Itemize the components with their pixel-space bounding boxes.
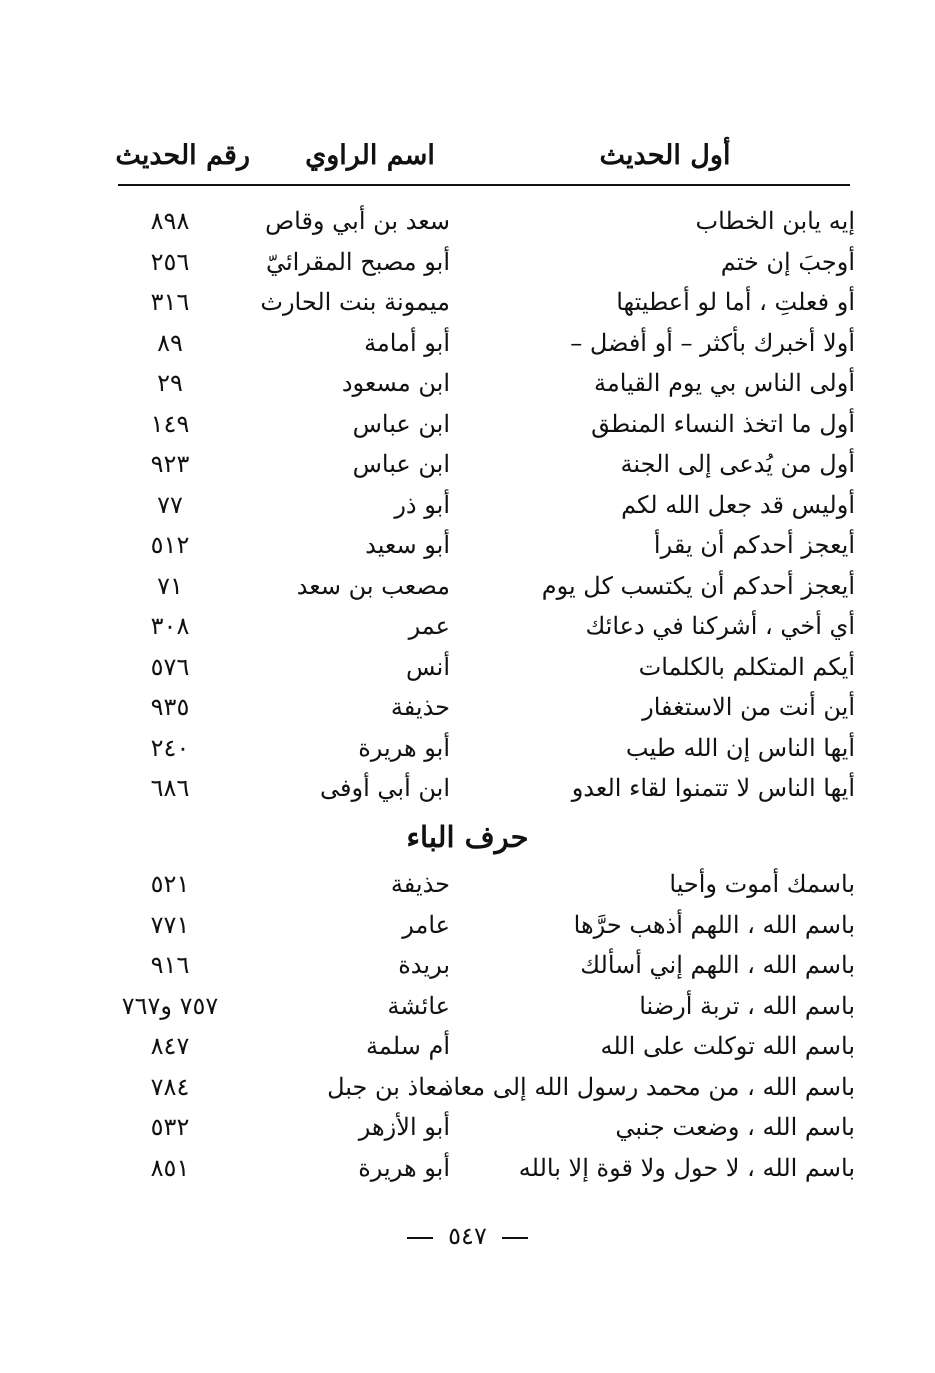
hadith-start: باسمك أموت وأحيا	[669, 870, 855, 898]
narrator: حذيفة	[390, 693, 450, 721]
hadith-number: ٥٧٦	[150, 652, 190, 681]
hadith-start: أيها الناس لا تتمنوا لقاء العدو	[571, 774, 855, 802]
table-row	[105, 369, 855, 410]
table-row	[105, 288, 855, 329]
narrator: أم سلمة	[366, 1032, 450, 1060]
narrator: ابن عباس	[352, 409, 450, 438]
table-row	[105, 612, 855, 653]
hadith-number: ٩١٦	[150, 951, 190, 979]
table-row	[105, 207, 855, 248]
hadith-number: ٦٨٦	[150, 774, 190, 802]
hadith-number: ٧٥٧ و٧٦٧	[121, 991, 219, 1020]
table-row	[105, 572, 855, 613]
table-row	[105, 951, 855, 992]
table-row	[105, 1073, 855, 1114]
hadith-number: ٨٩٨	[150, 207, 190, 235]
hadith-start: باسم الله ، من محمد رسول الله إلى معاذ	[442, 1072, 855, 1101]
hadith-number: ٥١٢	[150, 531, 190, 559]
hadith-start: باسم الله ، وضعت جنبي	[615, 1113, 855, 1141]
narrator: ابن عباس	[352, 450, 450, 478]
narrator: ميمونة بنت الحارث	[260, 288, 450, 316]
hadith-number: ٥٣٢	[150, 1113, 190, 1141]
table-row	[105, 693, 855, 734]
hadith-start: أيعجز أحدكم أن يقرأ	[653, 531, 855, 559]
hadith-start: باسم الله ، اللهم إني أسألك	[580, 951, 855, 979]
narrator: معاذ بن جبل	[327, 1072, 450, 1101]
hadith-start: باسم الله توكلت على الله	[600, 1032, 855, 1060]
hadith-number: ٨٤٧	[150, 1032, 190, 1060]
hadith-start: أيعجز أحدكم أن يكتسب كل يوم	[541, 571, 855, 600]
narrator: مصعب بن سعد	[296, 571, 450, 600]
table-row	[105, 450, 855, 491]
hadith-start: أولا أخبرك بأكثر – أو أفضل –	[570, 328, 855, 357]
narrator: ابن أبي أوفى	[320, 774, 450, 802]
hadith-start: أوليس قد جعل الله لكم	[621, 490, 855, 519]
hadith-number: ٧١	[157, 571, 183, 600]
hadith-start: أولى الناس بي يوم القيامة	[594, 369, 855, 397]
narrator: سعد بن أبي وقاص	[265, 207, 450, 235]
hadith-number: ٩٢٣	[150, 450, 190, 478]
folio-dash-left	[502, 1237, 528, 1239]
hadith-start: أوجبَ إن ختم	[720, 247, 855, 276]
section-title: حرف الباء	[406, 820, 529, 854]
hadith-start: أيكم المتكلم بالكلمات	[638, 652, 855, 681]
header-rule	[118, 184, 850, 186]
table-row	[105, 531, 855, 572]
hadith-start: أين أنت من الاستغفار	[642, 693, 855, 721]
header-narrator: اسم الراوي	[305, 140, 435, 171]
folio-dash-right	[407, 1237, 433, 1239]
narrator: عمر	[408, 612, 450, 640]
hadith-number: ٨٩	[157, 328, 183, 357]
hadith-number: ٢٩	[157, 369, 183, 397]
hadith-start: أول من يُدعى إلى الجنة	[620, 450, 855, 478]
narrator: أنس	[406, 652, 450, 681]
table-row	[105, 410, 855, 451]
narrator: أبو ذر	[394, 490, 450, 519]
table-row	[105, 248, 855, 289]
table-row	[105, 1032, 855, 1073]
narrator: أبو سعيد	[365, 531, 450, 559]
hadith-number: ٩٣٥	[150, 693, 190, 721]
hadith-number: ٣١٦	[150, 288, 190, 316]
hadith-start: باسم الله ، اللهم أذهب حرَّها	[573, 910, 855, 939]
hadith-number: ٢٤٠	[150, 733, 190, 762]
narrator: أبو مصبح المقرائيّ	[266, 247, 450, 276]
table-header	[115, 140, 850, 184]
hadith-number: ٥٢١	[150, 870, 190, 898]
table-row	[105, 491, 855, 532]
table-row	[105, 329, 855, 370]
narrator: عامر	[402, 910, 450, 939]
header-hadith-start: أول الحديث	[599, 140, 731, 171]
narrator: عائشة	[387, 991, 450, 1020]
hadith-number: ٣٠٨	[150, 612, 190, 640]
narrator: حذيفة	[390, 870, 450, 898]
hadith-start: أي أخي ، أشركنا في دعائك	[585, 612, 855, 640]
table-row	[105, 911, 855, 952]
hadith-number: ٧٨٤	[150, 1072, 190, 1101]
hadith-start: باسم الله ، لا حول ولا قوة إلا بالله	[518, 1153, 855, 1182]
table-row	[105, 870, 855, 911]
narrator: أبو هريرة	[358, 1153, 450, 1182]
narrator: بريدة	[398, 951, 450, 979]
table-row	[105, 1113, 855, 1154]
page-number-footer	[0, 1222, 935, 1250]
page-number: ٥٤٧	[448, 1222, 487, 1250]
narrator: ابن مسعود	[341, 369, 450, 397]
hadith-list-alif	[105, 207, 855, 815]
table-row	[105, 1154, 855, 1195]
hadith-number: ٧٧١	[150, 910, 190, 939]
hadith-number: ٢٥٦	[150, 247, 190, 276]
table-row	[105, 734, 855, 775]
hadith-start: أيها الناس إن الله طيب	[625, 733, 855, 762]
hadith-number: ٨٥١	[150, 1153, 190, 1182]
hadith-start: باسم الله ، تربة أرضنا	[639, 991, 855, 1020]
narrator: أبو الأزهر	[358, 1113, 450, 1141]
table-row	[105, 992, 855, 1033]
header-hadith-number: رقم الحديث	[115, 140, 250, 171]
hadith-start: إيه يابن الخطاب	[695, 207, 855, 235]
hadith-list-ba	[105, 870, 855, 1194]
hadith-start: أو فعلتِ ، أما لو أعطيتها	[616, 288, 855, 316]
table-row	[105, 653, 855, 694]
narrator: أبو أمامة	[364, 328, 450, 357]
hadith-number: ١٤٩	[150, 409, 190, 438]
hadith-number: ٧٧	[157, 490, 183, 519]
hadith-start: أول ما اتخذ النساء المنطق	[591, 409, 855, 438]
table-row	[105, 774, 855, 815]
narrator: أبو هريرة	[358, 733, 450, 762]
